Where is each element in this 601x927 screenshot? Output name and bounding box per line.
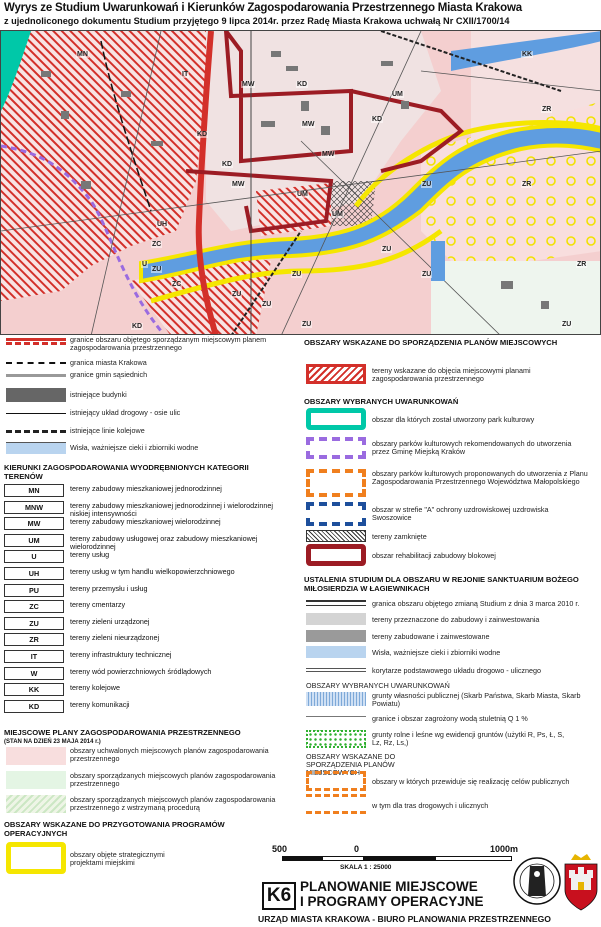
map-label: ZU <box>302 321 312 328</box>
right-header1: OBSZARY WSKAZANE DO SPORZĄDZENIA PLANÓW MIEJSCOWYCH <box>304 338 558 347</box>
footer-org: URZĄD MIASTA KRAKOWA - BIURO PLANOWANIA PRZESTRZENNEGO <box>258 914 551 924</box>
legend-flood: granice i obszar zagrożony wodą stuletnią Q 1 % <box>372 714 528 723</box>
legend-spa: obszar w strefie "A" ochrony uzdrowiskowej uzdrowiska Swoszowice <box>372 505 549 522</box>
rehab-swatch <box>306 544 366 566</box>
built-swatch <box>306 630 366 642</box>
sub-header: OBSZARY WYBRANYCH UWARUNKOWAŃ <box>306 681 450 690</box>
legend-public-land: grunty własności publicznej (Skarb Państwa, Skarb Miasta, Skarb Powiatu) <box>372 691 581 708</box>
water-swatch <box>6 442 66 454</box>
legend-park: obszar dla których został utworzony park kulturowy <box>372 415 535 424</box>
footer-line1: PLANOWANIE MIEJSCOWE <box>300 879 478 894</box>
map-label: ZR <box>577 261 587 268</box>
plan-drafted-swatch <box>6 771 66 789</box>
map-canvas[interactable] <box>0 30 601 335</box>
legend-plan-boundary: granice obszaru objętego sporządzanym miejscowym planem zagospodarowania przestrzennego <box>70 335 267 352</box>
scale-bar <box>282 856 512 861</box>
legend-water2: Wisła, ważniejsze cieki i zbiorniki wodne <box>372 648 501 657</box>
category-code-w: W <box>4 667 64 680</box>
roads-swatch <box>6 413 66 414</box>
railways-swatch <box>6 430 66 433</box>
closed-swatch <box>306 530 366 542</box>
category-label: tereny usług w tym handlu wielkopowierzchniowego <box>70 567 235 576</box>
map-label: ZU <box>382 246 392 253</box>
legend-gmina-border: granice gmin sąsiednich <box>70 370 148 379</box>
water2-swatch <box>306 646 366 658</box>
map-label: ZC <box>172 281 182 288</box>
category-code-pu: PU <box>4 584 64 597</box>
buildings-swatch <box>6 388 66 402</box>
legend-change-boundary: granica obszaru objętego zmianą Studium z dnia 3 marca 2010 r. <box>372 599 580 608</box>
map-label: ZU <box>262 301 272 308</box>
map-label: KK <box>522 51 533 58</box>
map-label: UM <box>332 211 343 218</box>
legend-water: Wisła, ważniejsze cieki i zbiorniki wodne <box>70 443 199 452</box>
category-code-mn: MN <box>4 484 64 497</box>
legend-rehab: obszar rehabilitacji zabudowy blokowej <box>372 551 496 560</box>
category-code-kk: KK <box>4 683 64 696</box>
public-goals-swatch <box>306 771 366 791</box>
legend-plan-drafted: obszary sporządzanych miejscowych planów zagospodarowania przestrzennego <box>70 771 276 788</box>
map-label: MW <box>232 181 245 188</box>
map-label: IT <box>182 71 189 78</box>
roads-goals-swatch <box>306 794 366 814</box>
park-swatch <box>306 408 366 430</box>
plany-stan: (STAN NA DZIEŃ 23 MAJA 2014 r.) <box>4 739 101 745</box>
category-label: tereny przemysłu i usług <box>70 583 148 593</box>
category-label: tereny zabudowy mieszkaniowej jednorodzinnej i wielorodzinnej niskiej intensywności <box>70 500 273 518</box>
map-label: KD <box>197 131 208 138</box>
plan-passed-swatch <box>6 747 66 765</box>
footer-line2: I PROGRAMY OPERACYJNE <box>300 894 484 909</box>
scale-label: SKALA 1 : 25000 <box>340 864 392 871</box>
map-label: ZC <box>152 241 162 248</box>
map-label: ZU <box>422 181 432 188</box>
map-label: UH <box>157 221 168 228</box>
park-recommended-swatch <box>306 437 366 459</box>
krakow-coat-of-arms-icon <box>563 852 599 912</box>
sheet-code: K6 <box>262 882 296 910</box>
map-label: ZU <box>422 271 432 278</box>
map-label: MW <box>322 151 335 158</box>
category-label: tereny wód powierzchniowych śródlądowych <box>70 666 212 676</box>
map-label: U <box>142 261 148 268</box>
legend-agri: grunty rolne i leśne wg ewidencji gruntów (użytki R, Ps, Ł, S, Lz, Rz, Ls,) <box>372 730 565 747</box>
category-label: tereny usług <box>70 550 110 560</box>
map-label: MW <box>242 81 255 88</box>
map-label: ZU <box>562 321 572 328</box>
category-code-it: IT <box>4 650 64 663</box>
legend-roads-goals: w tym dla tras drogowych i ulicznych <box>372 801 489 810</box>
map-subtitle: z ujednoliconego dokumentu Studium przyjętego 9 lipca 2014r. przez Radę Miasta Krakowa uchwałą Nr CXII/1700/14 <box>4 16 510 26</box>
category-label: tereny zieleni nieurządzonej <box>70 633 160 643</box>
spa-swatch <box>306 502 366 526</box>
plany-header: MIEJSCOWE PLANY ZAGOSPODAROWANIA PRZESTRZENNEGO <box>4 728 241 737</box>
category-code-zr: ZR <box>4 633 64 646</box>
change-boundary-swatch <box>306 600 366 606</box>
category-label: tereny kolejowe <box>70 683 120 693</box>
category-code-uh: UH <box>4 567 64 580</box>
category-label: tereny zieleni urządzonej <box>70 616 150 626</box>
category-label: tereny zabudowy usługowej oraz zabudowy mieszkaniowej wielorodzinnej <box>70 533 258 551</box>
category-label: tereny zabudowy mieszkaniowej wielorodzinnej <box>70 517 221 527</box>
category-code-zc: ZC <box>4 600 64 613</box>
sub-header2: OBSZARY WSKAZANE DO SPORZĄDZENIA PLANÓW MIEJSCOWYCH <box>306 752 396 777</box>
planned-swatch <box>306 613 366 625</box>
legend-plan-area: tereny wskazane do objęcia miejscowymi planami zagospodarowania przestrzennego <box>372 366 531 383</box>
map-label: UM <box>297 191 308 198</box>
gmina-border-swatch <box>6 374 66 377</box>
category-code-mw: MW <box>4 517 64 530</box>
category-label: tereny cmentarzy <box>70 600 126 610</box>
category-label: tereny zabudowy mieszkaniowej jednorodzinnej <box>70 484 222 493</box>
sanctuary-seal-icon <box>512 852 562 910</box>
map-label: KD <box>372 116 383 123</box>
legend-buildings: istniejące budynki <box>70 390 127 399</box>
legend-corridor: korytarze podstawowego układu drogowo - ulicznego <box>372 666 542 675</box>
legend-roads: istniejący układ drogowy - osie ulic <box>70 408 181 417</box>
corridor-swatch <box>306 668 366 672</box>
category-label: tereny infrastruktury technicznej <box>70 650 172 659</box>
category-code-mnw: MNW <box>4 501 64 514</box>
legend-park-proposed: obszary parków kulturowych proponowanych do utworzenia z Planu Zagospodarowania Przestrzennego Województwa Małopolskiego <box>372 469 588 486</box>
category-label: tereny komunikacji <box>70 699 130 709</box>
legend-city-border: granica miasta Krakowa <box>70 358 147 367</box>
right-header3: USTALENIA STUDIUM DLA OBSZARU W REJONIE SANKTUARIUM BOŻEGO MIŁOSIERDZIA W ŁAGIEWNIKACH <box>304 575 579 593</box>
category-code-u: U <box>4 550 64 563</box>
legend-park-recommended: obszary parków kulturowych rekomendowanych do utworzenia przez Gminę Miejską Kraków <box>372 439 572 456</box>
legend-closed: tereny zamknięte <box>372 532 427 541</box>
programy-header: OBSZARY WSKAZANE DO PRZYGOTOWANIA PROGRAMÓW OPERACYJNYCH <box>4 820 225 838</box>
legend-plan-passed: obszary uchwalonych miejscowych planów zagospodarowania przestrzennego <box>70 746 269 763</box>
plan-boundary-swatch <box>6 338 66 345</box>
map-title: Wyrys ze Studium Uwarunkowań i Kierunków Zagospodarowania Przestrzennego Miasta Krakowa <box>4 2 522 14</box>
right-header2: OBSZARY WYBRANYCH UWARUNKOWAŃ <box>304 397 459 406</box>
category-code-zu: ZU <box>4 617 64 630</box>
plan-suspended-swatch <box>6 795 66 813</box>
map-label: KD <box>222 161 233 168</box>
flood-swatch <box>306 716 366 720</box>
legend-public-goals: obszary w których przewiduje się realizację celów publicznych <box>372 777 570 786</box>
public-land-swatch <box>306 692 366 706</box>
map-label: MN <box>77 51 88 58</box>
agri-swatch <box>306 730 366 748</box>
map-label: ZU <box>152 266 162 273</box>
map-label: KD <box>297 81 308 88</box>
city-border-swatch <box>6 362 66 364</box>
scale-1000: 1000m <box>490 844 519 854</box>
map-label: KD <box>132 323 143 330</box>
legend-railways: istniejące linie kolejowe <box>70 426 145 435</box>
map-label: ZU <box>232 291 242 298</box>
legend-built: tereny zabudowane i zainwestowane <box>372 632 490 641</box>
legend-plan-suspended: obszary sporządzanych miejscowych planów zagospodarowania przestrzennego z wstrzymaną procedurą <box>70 795 276 812</box>
category-code-kd: KD <box>4 700 64 713</box>
park-proposed-swatch <box>306 469 366 497</box>
map-label: ZU <box>292 271 302 278</box>
legend-planned: tereny przeznaczone do zabudowy i zainwestowania <box>372 615 540 624</box>
category-code-um: UM <box>4 534 64 547</box>
map-label: ZR <box>542 106 552 113</box>
scale-500: 500 <box>272 844 288 854</box>
legend-strategic: obszary objęte strategicznymi projektami miejskimi <box>70 850 165 867</box>
kierunki-header: KIERUNKI ZAGOSPODAROWANIA WYODRĘBNIONYCH KATEGORII TERENÓW <box>4 463 249 481</box>
map-label: MW <box>302 121 315 128</box>
map-label: UM <box>392 91 403 98</box>
map-svg <box>1 31 601 335</box>
strategic-swatch <box>6 842 66 874</box>
scale-0: 0 <box>354 844 360 854</box>
plan-area-swatch <box>306 364 366 384</box>
map-label: ZR <box>522 181 532 188</box>
